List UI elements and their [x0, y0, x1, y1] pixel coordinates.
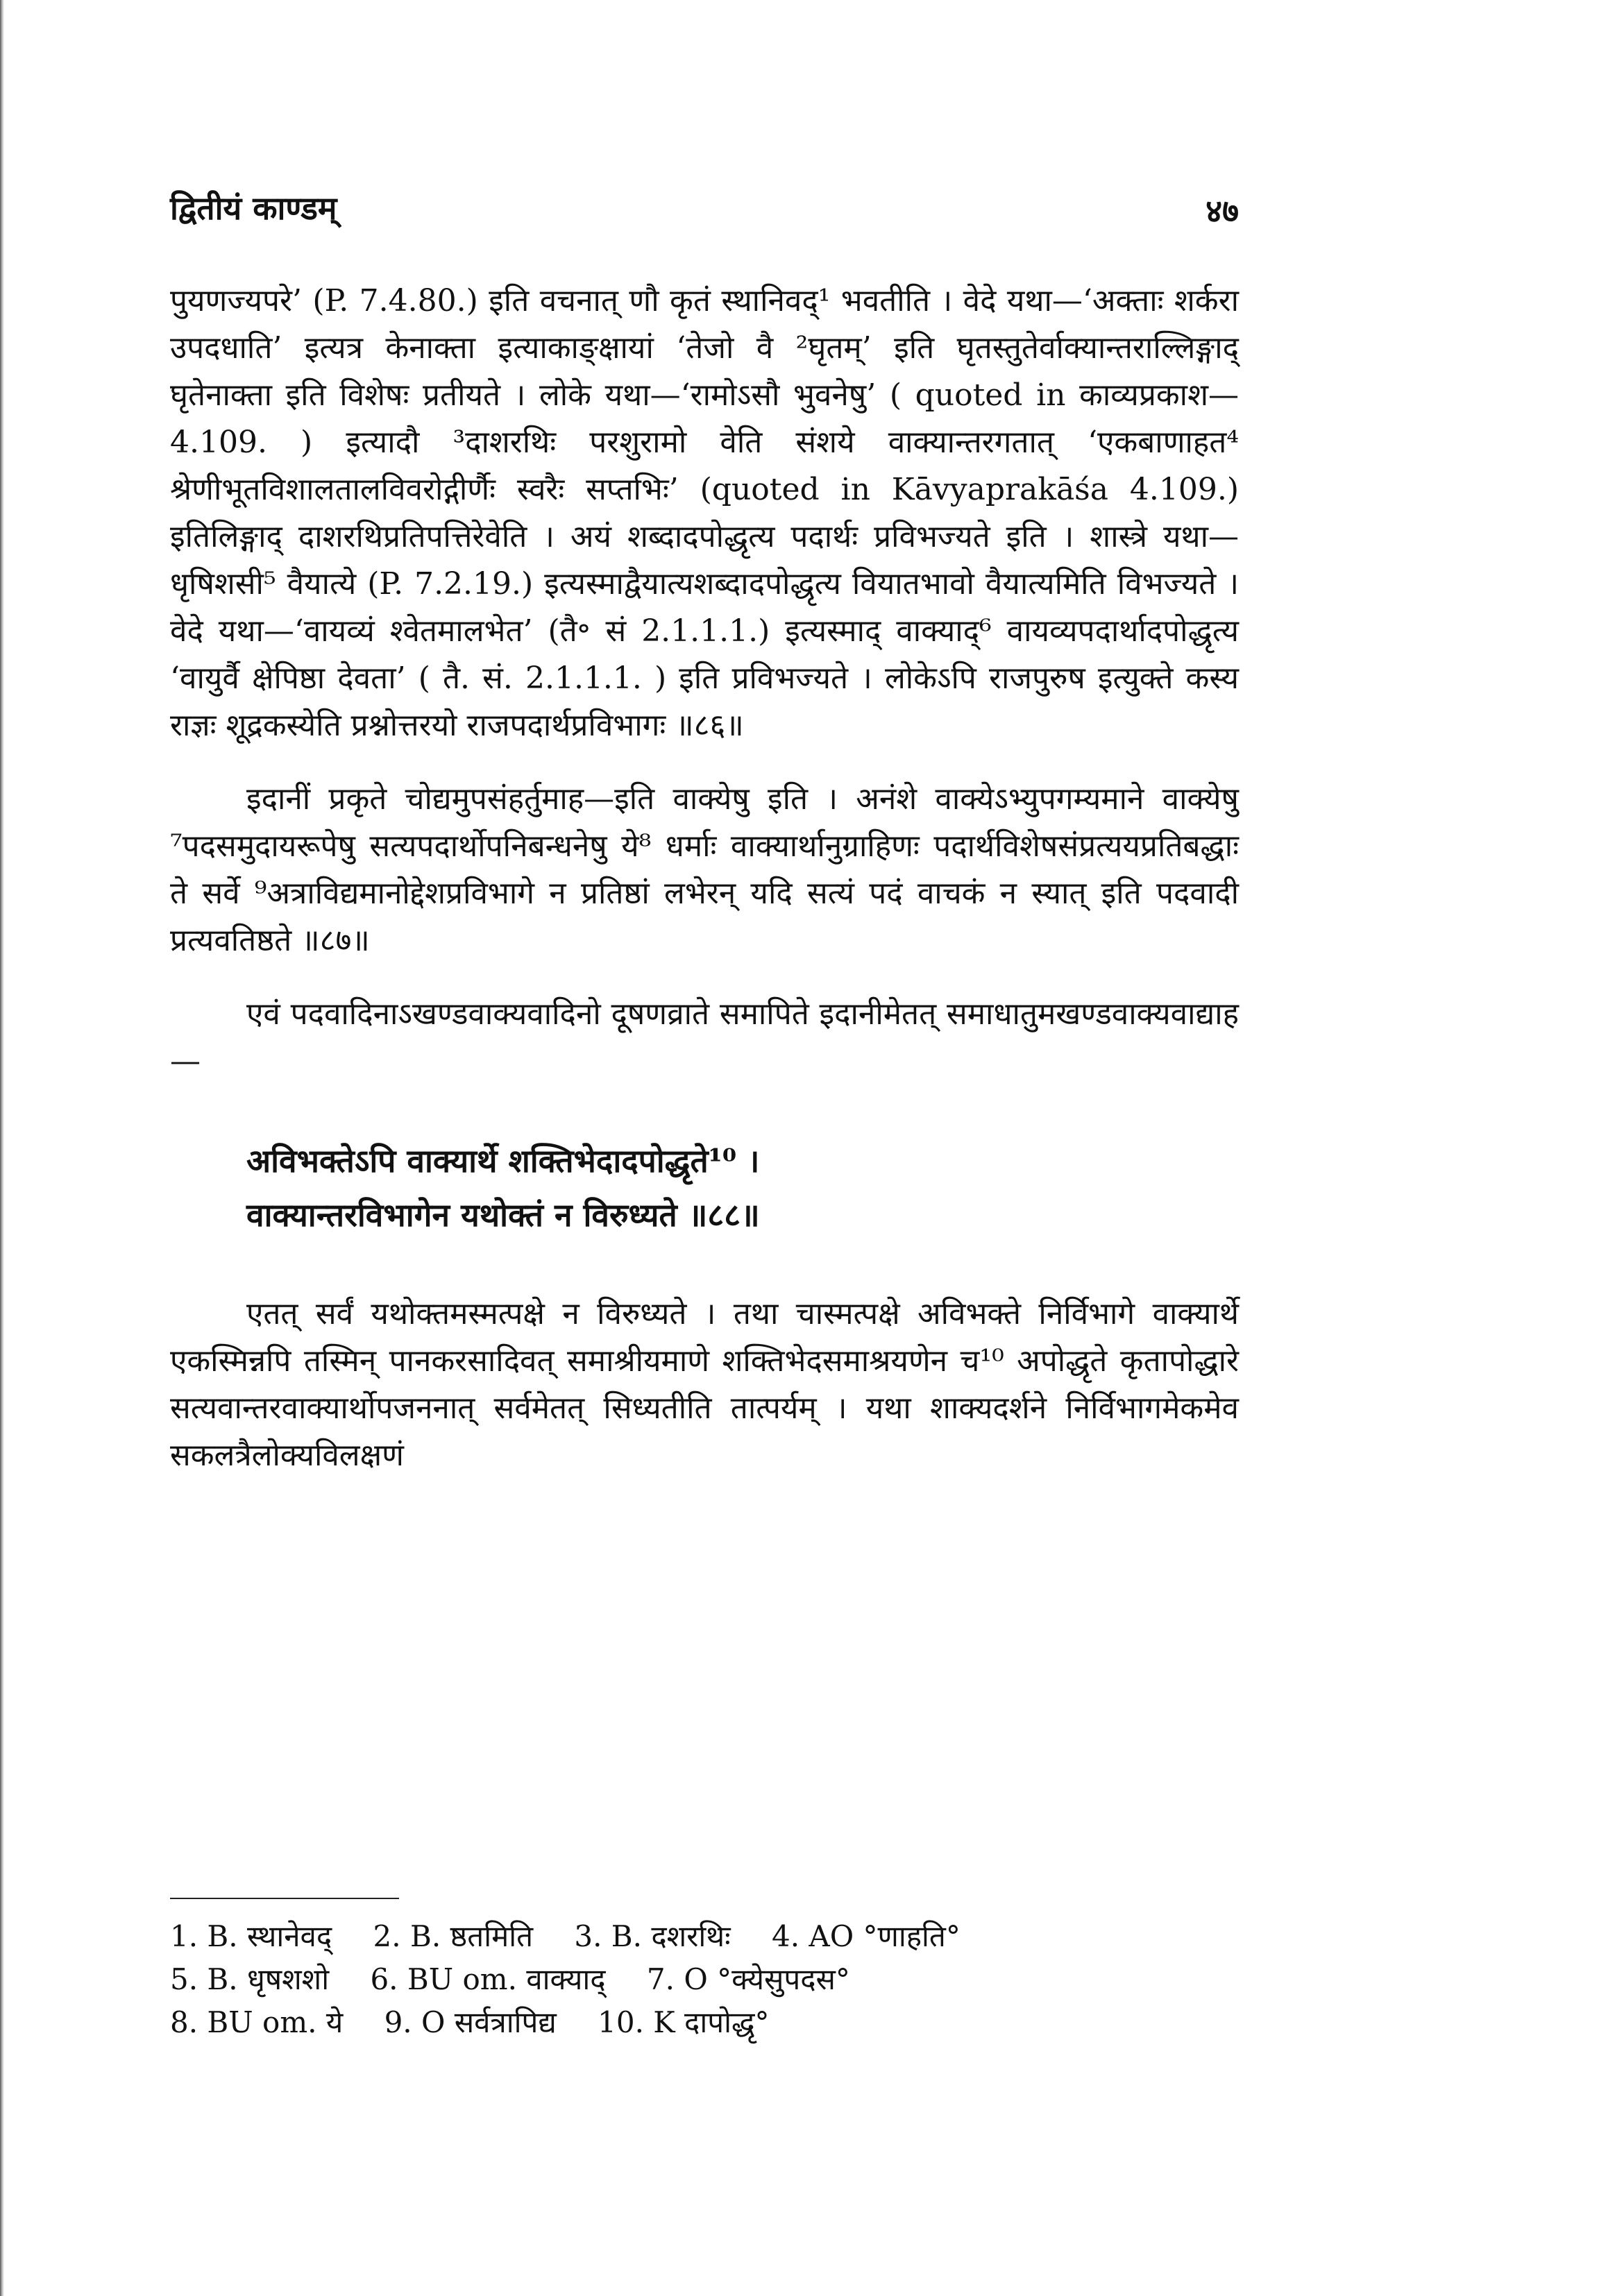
footnote-4: 4. AO °णाहति° — [771, 1919, 961, 1953]
commentary-paragraph: एतत् सर्वं यथोक्तमस्मत्पक्षे न विरुध्यते । तथा चास्मत्पक्षे अविभक्ते निर्विभागे वाक्यार्थे एकस्मिन्नपि तस्मिन् पानकरसादिवत् समाश्रीयमाणे शक्तिभेदसमाश्रयणेन च¹⁰ अपोद्धृते कृतापोद्धारे सत्यवान्तरवाक्यार्थोपजननात् सर्वमेतत् सिध्यतीति तात्पर्यम् । यथा शाक्यदर्शने निर्विभागमेकमेव सकलत्रैलोक्यविलक्षणं — [170, 1296, 1239, 1473]
footnote-7: 7. O °क्येसुपदस° — [646, 1962, 850, 1996]
page-edge — [0, 0, 4, 2296]
footnote-5: 5. B. धृषशशो — [170, 1962, 330, 1996]
footnote-8: 8. BU om. ये — [170, 2005, 344, 2039]
footnote-2: 2. B. ष्ठतमिति — [373, 1919, 534, 1953]
footnote-9: 9. O सर्वत्रापिद्य — [384, 2005, 557, 2039]
running-title: द्वितीयं काण्डम् — [170, 189, 337, 227]
karika-verse — [170, 1134, 1239, 1242]
footnote-6: 6. BU om. वाक्याद् — [370, 1962, 606, 1996]
footnotes — [170, 1915, 1239, 2044]
page-header — [170, 186, 1239, 241]
footnote-10: 10. K दापोद्धृ° — [598, 2005, 770, 2039]
verse-line-1: अविभक्तेऽपि वाक्यार्थे शक्तिभेदादपोद्धृते¹⁰ । — [246, 1142, 760, 1180]
paragraph-3: एवं पदवादिनाऽखण्डवाक्यवादिनो दूषणव्राते समापिते इदानीमेतत् समाधातुमखण्डवाक्यवाद्याह— — [170, 996, 1239, 1079]
footnote-rule — [170, 1898, 399, 1899]
paragraph-1: पुयणज्यपरे’ (P. 7.4.80.) इति वचनात् णौ कृतं स्थानिवद्¹ भवतीति । वेदे यथा—‘अक्ताः शर्करा उपदधाति’ इत्यत्र केनाक्ता इत्याकाङ्क्षायां ‘तेजो वै ²घृतम्’ इति घृतस्तुतेर्वाक्यान्तराल्लिङ्गाद् घृतेनाक्ता इति विशेषः प्रतीयते । लोके यथा—‘रामोऽसौ भुवनेषु’ ( quoted in काव्यप्रकाश—4.109. ) इत्यादौ ³दाशरथिः परशुरामो वेति संशये वाक्यान्तरगतात् ‘एकबाणाहत⁴ श्रेणीभूतविशालतालविवरोद्गीर्णैः स्वरैः सप्तभिः’ (quoted in Kāvyaprakāśa 4.109.) इतिलिङ्गाद् दाशरथिप्रतिपत्तिरेवेति । अयं शब्दादपोद्धृत्य पदार्थः प्रविभज्यते इति । शास्त्रे यथा—धृषिशसी⁵ वैयात्ये (P. 7.2.19.) इत्यस्माद्वैयात्यशब्दादपोद्धृत्य वियातभावो वैयात्यमिति विभज्यते । वेदे यथा—‘वायव्यं श्वेतमालभेत’ (तै॰ सं 2.1.1.1.) इत्यस्माद् वाक्याद्⁶ वायव्यपदार्थादपोद्धृत्य ‘वायुर्वै क्षेपिष्ठा देवता’ ( तै. सं. 2.1.1.1. ) इति प्रविभज्यते । लोकेऽपि राजपुरुष इत्युक्ते कस्य राज्ञः शूद्रकस्येति प्रश्नोत्तरयो राजपदार्थप्रविभागः ॥८६॥ — [170, 283, 1239, 743]
footnote-3: 3. B. दशरथिः — [574, 1919, 731, 1953]
paragraph-2: इदानीं प्रकृते चोद्यमुपसंहर्तुमाह—इति वाक्येषु इति । अनंशे वाक्येऽभ्युपगम्यमाने वाक्येषु ⁷पदसमुदायरूपेषु सत्यपदार्थोपनिबन्धनेषु ये⁸ धर्माः वाक्यार्थानुग्राहिणः पदार्थविशेषसंप्रत्ययप्रतिबद्धाः ते सर्वे ⁹अत्राविद्यमानोद्देशप्रविभागे न प्रतिष्ठां लभेरन् यदि सत्यं पदं वाचकं न स्यात् इति पदवादी प्रत्यवतिष्ठते ॥८७॥ — [170, 781, 1239, 958]
main-text — [170, 278, 1239, 1479]
verse-line-2: वाक्यान्तरविभागेन यथोक्तं न विरुध्यते ॥८८॥ — [246, 1196, 760, 1234]
page-number: ४७ — [1206, 192, 1239, 230]
footnote-1: 1. B. स्थानेवद् — [170, 1919, 332, 1953]
